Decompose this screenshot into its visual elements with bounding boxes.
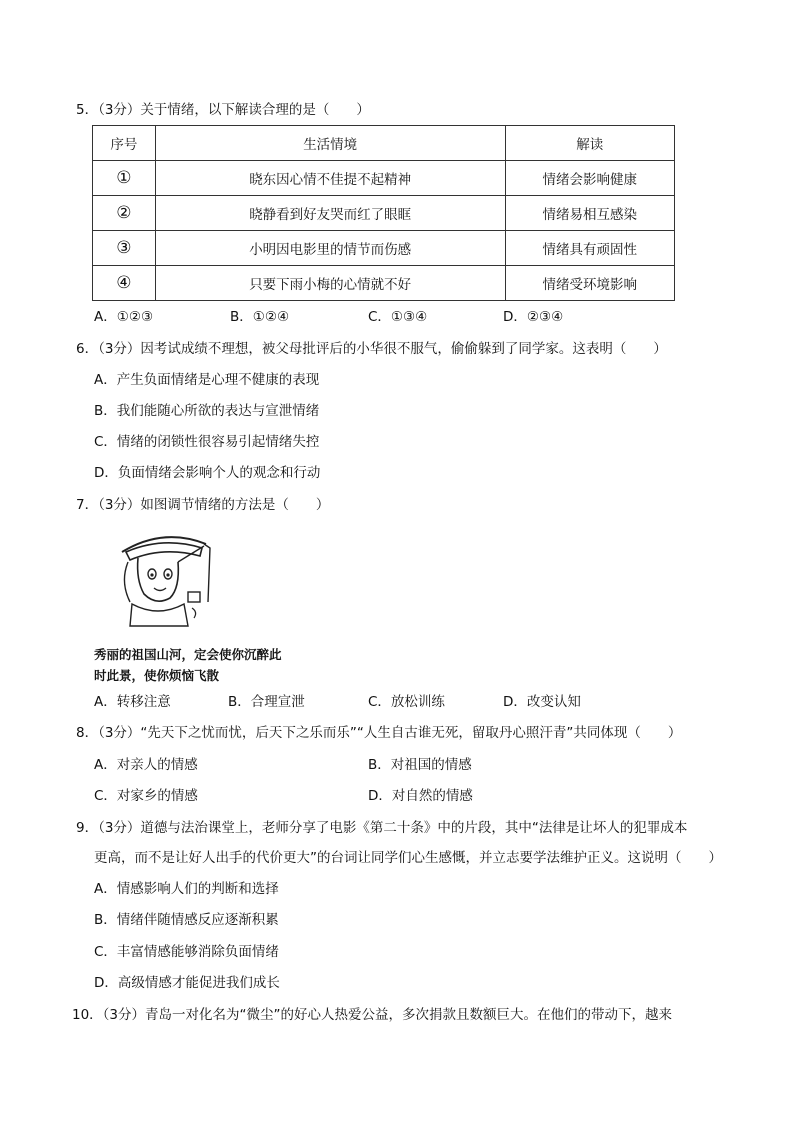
q7-option-a[interactable]: A．转移注意	[94, 694, 171, 710]
table-cell: 小明因电影里的情节而伤感	[155, 231, 505, 266]
q8-stem: 8．（3分）“先天下之忧而忧，后天下之乐而乐”“人生自古谁无死，留取丹心照汗青”共同体现（ ）	[76, 725, 682, 741]
table-cell: 晓东因心情不佳提不起精神	[155, 161, 505, 196]
q9-stem-line1: 9．（3分）道德与法治课堂上，老师分享了电影《第二十条》中的片段，其中“法律是让坏人的犯罪成本	[76, 820, 688, 836]
table-cell: ②	[93, 196, 156, 231]
q7-stem: 7．（3分）如图调节情绪的方法是（ ）	[76, 497, 330, 513]
q7-caption-line2: 时此景，使你烦恼飞散	[94, 668, 220, 683]
q5-table	[92, 125, 675, 301]
q8-option-d[interactable]: D．对自然的情感	[368, 788, 473, 804]
table-cell: 情绪易相互感染	[505, 196, 674, 231]
table-header: 序号	[93, 126, 156, 161]
q9-option-c[interactable]: C．丰富情感能够消除负面情绪	[94, 944, 279, 960]
q9-option-d[interactable]: D．高级情感才能促进我们成长	[94, 975, 280, 991]
q6-option-b[interactable]: B．我们能随心所欲的表达与宣泄情绪	[94, 403, 320, 419]
table-cell: 情绪具有顽固性	[505, 231, 674, 266]
q6-option-a[interactable]: A．产生负面情绪是心理不健康的表现	[94, 372, 320, 388]
q5-option-d[interactable]: D．②③④	[503, 309, 564, 325]
q7-caption-line1: 秀丽的祖国山河，定会使你沉醉此	[94, 647, 282, 662]
table-cell: ①	[93, 161, 156, 196]
table-row	[93, 161, 675, 196]
table-row	[93, 231, 675, 266]
cartoon-illustration	[108, 522, 218, 632]
q8-option-a[interactable]: A．对亲人的情感	[94, 757, 198, 773]
q7-option-b[interactable]: B．合理宣泄	[228, 694, 305, 710]
table-header-row	[93, 126, 675, 161]
q6-option-c[interactable]: C．情绪的闭锁性很容易引起情绪失控	[94, 434, 320, 450]
table-cell: ③	[93, 231, 156, 266]
q7-option-d[interactable]: D．改变认知	[503, 694, 581, 710]
table-cell: 只要下雨小梅的心情就不好	[155, 266, 505, 301]
q9-option-a[interactable]: A．情感影响人们的判断和选择	[94, 881, 279, 897]
table-cell: 情绪受环境影响	[505, 266, 674, 301]
q5-option-b[interactable]: B．①②④	[230, 309, 290, 325]
table-cell: 晓静看到好友哭而红了眼眶	[155, 196, 505, 231]
table-header: 解读	[505, 126, 674, 161]
table-row	[93, 196, 675, 231]
q5-stem: 5．（3分）关于情绪，以下解读合理的是（ ）	[76, 102, 370, 118]
table-cell: ④	[93, 266, 156, 301]
table-cell: 情绪会影响健康	[505, 161, 674, 196]
table-header: 生活情境	[155, 126, 505, 161]
q9-option-b[interactable]: B．情绪伴随情感反应逐渐积累	[94, 912, 279, 928]
q10-stem: 10．（3分）青岛一对化名为“微尘”的好心人热爱公益，多次捐款且数额巨大。在他们的带动下，越来	[72, 1007, 673, 1023]
q9-stem-line2: 更高，而不是让好人出手的代价更大”的台词让同学们心生感慨，并立志要学法维护正义。这说明（ ）	[94, 850, 722, 866]
q8-option-b[interactable]: B．对祖国的情感	[368, 757, 472, 773]
q5-option-a[interactable]: A．①②③	[94, 309, 154, 325]
q8-option-c[interactable]: C．对家乡的情感	[94, 788, 198, 804]
q6-option-d[interactable]: D．负面情绪会影响个人的观念和行动	[94, 465, 321, 481]
table-row	[93, 266, 675, 301]
q5-option-c[interactable]: C．①③④	[368, 309, 428, 325]
q6-stem: 6．（3分）因考试成绩不理想，被父母批评后的小华很不服气，偷偷躲到了同学家。这表明（ ）	[76, 341, 667, 357]
q7-option-c[interactable]: C．放松训练	[368, 694, 445, 710]
